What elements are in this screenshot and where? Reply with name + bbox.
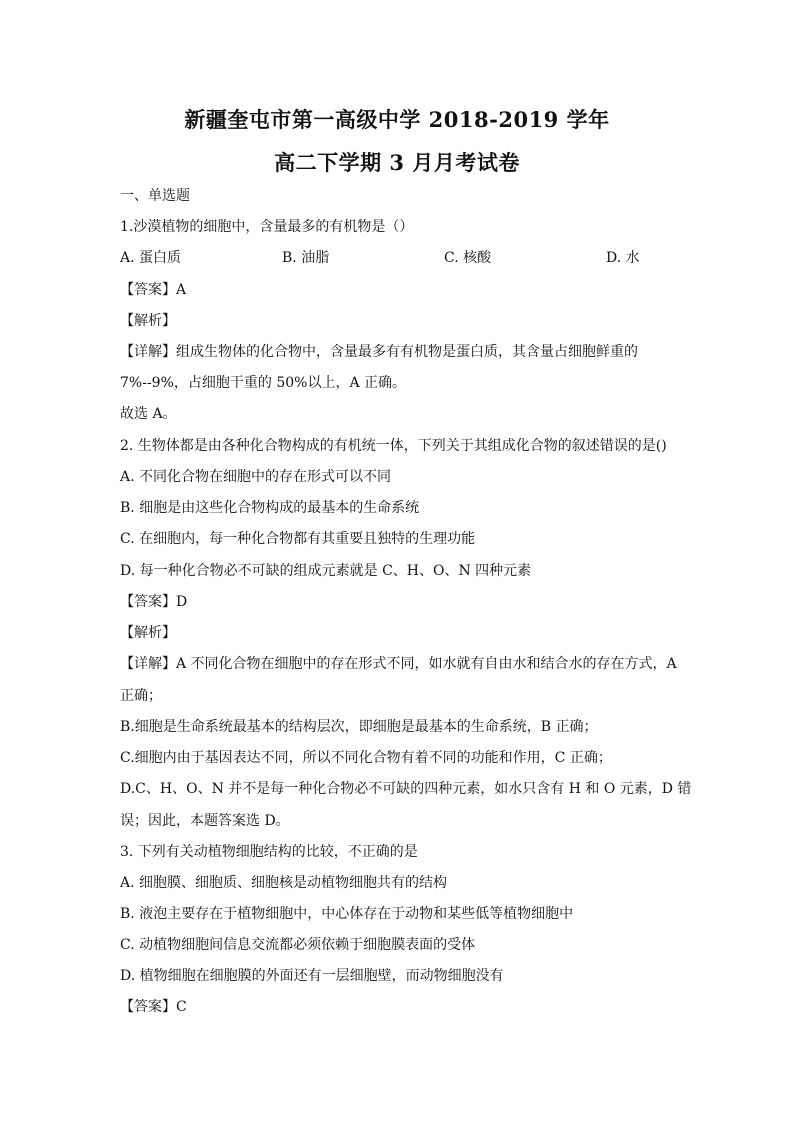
q3-option-a: A. 细胞膜、细胞质、细胞核是动植物细胞共有的结构 bbox=[120, 875, 448, 891]
q1-answer: 【答案】A bbox=[120, 282, 187, 298]
q3-option-c: C. 动植物细胞间信息交流都必须依赖于细胞膜表面的受体 bbox=[120, 937, 476, 953]
exam-title-line-2: 高二下学期 3 月月考试卷 bbox=[274, 150, 520, 175]
q1-option-d: D. 水 bbox=[606, 250, 640, 266]
q2-option-b: B. 细胞是由这些化合物构成的最基本的生命系统 bbox=[120, 500, 420, 516]
q2-detail-line-4: C.细胞内由于基因表达不同，所以不同化合物有着不同的功能和作用，C 正确； bbox=[120, 750, 612, 766]
q2-detail-line-1: 【详解】A 不同化合物在细胞中的存在形式不同，如水就有自由水和结合水的存在方式，A bbox=[120, 656, 677, 672]
q3-option-d: D. 植物细胞在细胞膜的外面还有一层细胞壁，而动物细胞没有 bbox=[120, 968, 504, 984]
q1-analysis-label: 【解析】 bbox=[120, 313, 176, 329]
q2-detail-line-5: D.C、H、O、N 并不是每一种化合物必不可缺的四种元素，如水只含有 H 和 O 元素，D 错 bbox=[120, 781, 692, 797]
q3-question: 3. 下列有关动植物细胞结构的比较，不正确的是 bbox=[120, 844, 418, 860]
q2-detail-line-2: 正确； bbox=[120, 688, 162, 704]
q2-question: 2. 生物体都是由各种化合物构成的有机统一体，下列关于其组成化合物的叙述错误的是() bbox=[120, 438, 667, 454]
q2-option-d: D. 每一种化合物必不可缺的组成元素就是 C、H、O、N 四种元素 bbox=[120, 563, 532, 579]
q2-answer: 【答案】D bbox=[120, 594, 188, 610]
q1-option-a: A. 蛋白质 bbox=[120, 250, 182, 266]
section-heading: 一、单选题 bbox=[120, 188, 190, 204]
q1-detail-line-2: 7%--9%，占细胞干重的 50%以上，A 正确。 bbox=[120, 375, 407, 391]
q2-analysis-label: 【解析】 bbox=[120, 625, 176, 641]
q2-option-a: A. 不同化合物在细胞中的存在形式可以不同 bbox=[120, 469, 392, 485]
q1-options bbox=[120, 248, 680, 268]
q3-answer: 【答案】C bbox=[120, 999, 187, 1015]
q2-detail-line-6: 误；因此，本题答案选 D。 bbox=[120, 813, 290, 829]
q1-detail-line-1: 【详解】组成生物体的化合物中，含量最多有有机物是蛋白质，其含量占细胞鲜重的 bbox=[120, 344, 638, 360]
q1-option-b: B. 油脂 bbox=[282, 250, 330, 266]
q1-conclusion: 故选 A。 bbox=[120, 406, 177, 422]
q1-question: 1.沙漠植物的细胞中，含量最多的有机物是（） bbox=[120, 219, 414, 235]
exam-title-line-1: 新疆奎屯市第一高级中学 2018-2019 学年 bbox=[184, 107, 610, 132]
q3-option-b: B. 液泡主要存在于植物细胞中，中心体存在于动物和某些低等植物细胞中 bbox=[120, 906, 574, 922]
q2-detail-line-3: B.细胞是生命系统最基本的结构层次，即细胞是最基本的生命系统，B 正确； bbox=[120, 719, 598, 735]
q2-option-c: C. 在细胞内，每一种化合物都有其重要且独特的生理功能 bbox=[120, 531, 476, 547]
q1-option-c: C. 核酸 bbox=[444, 250, 492, 266]
